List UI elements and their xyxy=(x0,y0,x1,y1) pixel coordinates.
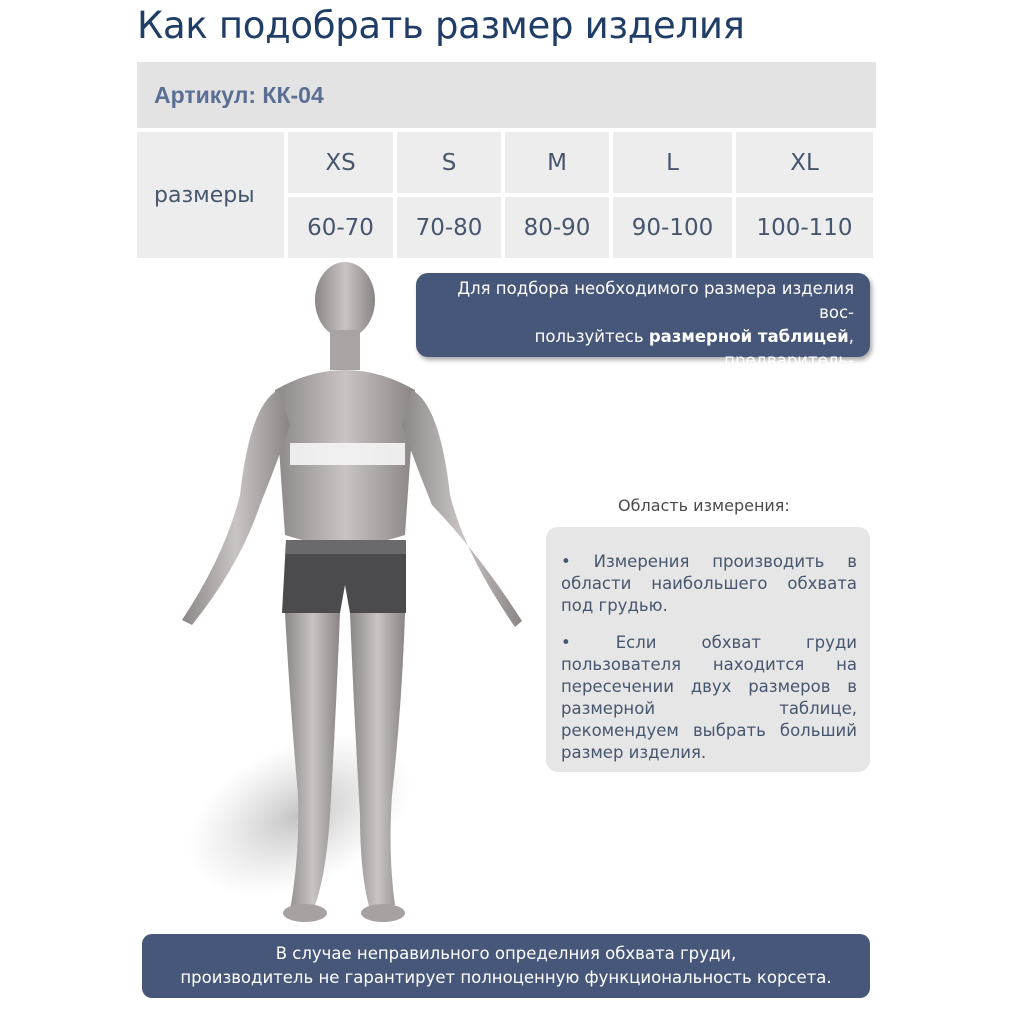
measurement-instruction-1: • Измерения производить в области наибольшего обхвата под грудью. xyxy=(561,552,857,615)
size-range-s: 70-80 xyxy=(397,197,501,258)
size-header-s: S xyxy=(397,132,501,193)
tip-line-2-bold: размерной таблицей xyxy=(648,327,849,346)
size-header-xl: XL xyxy=(736,132,873,193)
size-table-tip xyxy=(416,273,870,418)
sizes-label: размеры xyxy=(137,132,284,258)
neck xyxy=(330,330,360,370)
tip-line-1: Для подбора необходимого размера изделия вос- xyxy=(457,279,854,322)
size-header-l: L xyxy=(613,132,732,193)
head xyxy=(315,262,375,338)
size-range-xl: 100-110 xyxy=(736,197,873,258)
tip-line-3: но измерив/ уточнив все необходимые параметры xyxy=(515,375,854,418)
tip-line-2-post: , предваритель- xyxy=(724,327,854,370)
tip-line-2-pre: пользуйтесь xyxy=(534,327,649,346)
size-header-xs: XS xyxy=(288,132,393,193)
left-arm xyxy=(182,390,290,625)
warning-line-1: В случае неправильного определния обхвата груди, xyxy=(275,944,737,963)
size-range-m: 80-90 xyxy=(505,197,609,258)
size-range-l: 90-100 xyxy=(613,197,732,258)
size-range-xs: 60-70 xyxy=(288,197,393,258)
right-foot xyxy=(361,904,405,922)
article-code: Артикул: КК-04 xyxy=(137,62,876,128)
measurement-area-title: Область измерения: xyxy=(618,496,790,515)
tip-line-2 xyxy=(432,325,854,373)
right-arm xyxy=(402,390,522,627)
warning-line-2: производитель не гарантирует полноценную функциональность корсета. xyxy=(180,968,832,987)
page-title: Как подобрать размер изделия xyxy=(137,4,745,47)
chest-measurement-band xyxy=(290,443,405,465)
measurement-instruction-2: • Если обхват груди пользователя находится на пересечении двух размеров в размерной таблице, рекомендуем выбрать больший размер изделия. xyxy=(561,633,857,762)
size-header-m: M xyxy=(505,132,609,193)
size-table xyxy=(137,62,876,258)
warning-banner xyxy=(142,934,870,998)
measurement-info-box xyxy=(546,527,870,772)
left-foot xyxy=(283,904,327,922)
